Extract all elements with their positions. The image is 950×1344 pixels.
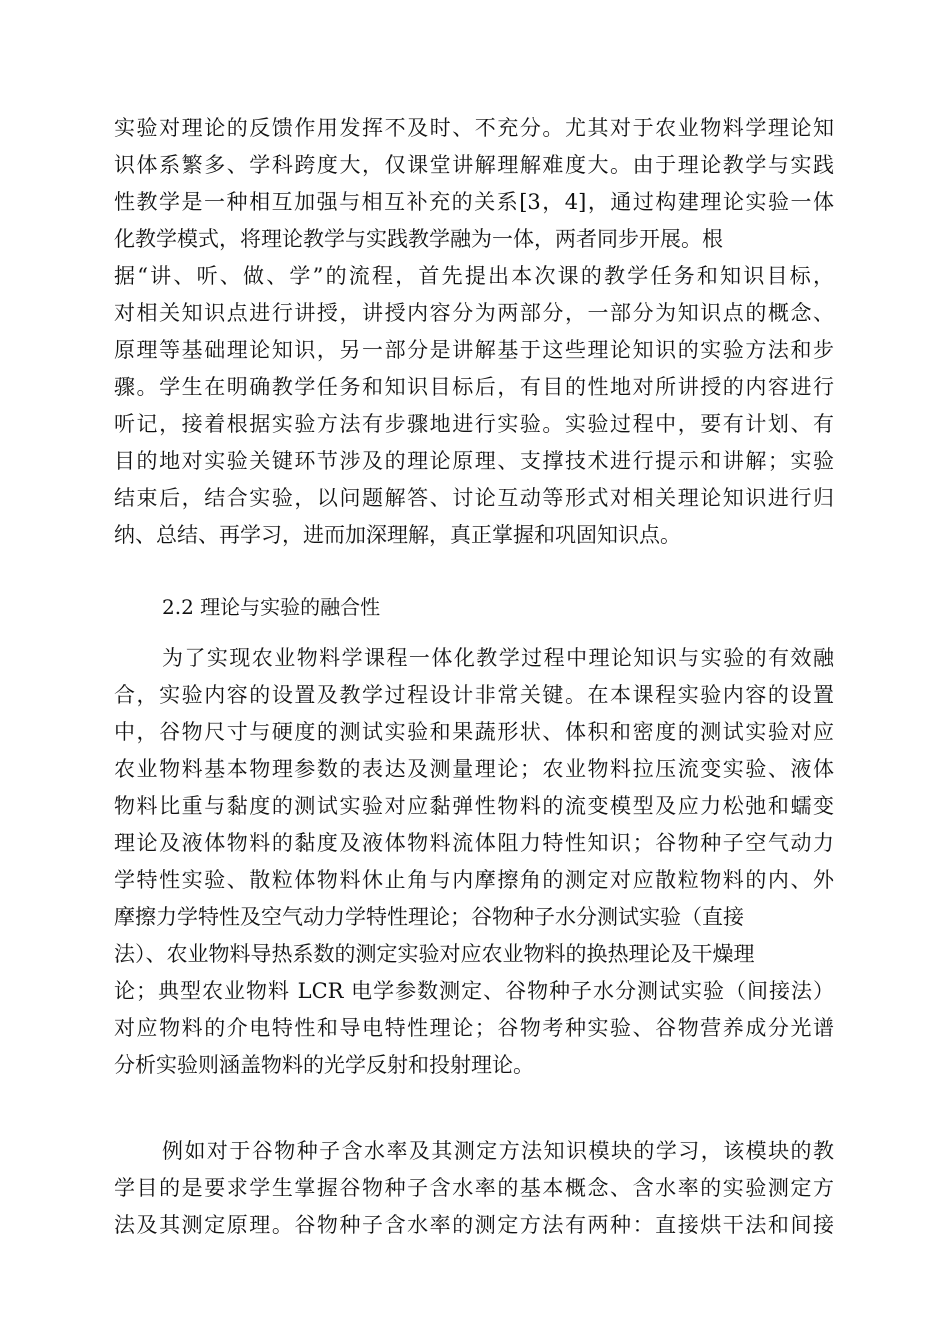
- text-line: 论；典型农业物料 LCR 电学参数测定、谷物种子水分测试实验（间接法）: [114, 979, 834, 1003]
- section-heading: 2.2 理论与实验的融合性: [162, 595, 381, 619]
- text-line: 目的地对实验关键环节涉及的理论原理、支撑技术进行提示和讲解；实验: [114, 449, 834, 473]
- text-line: 实验对理论的反馈作用发挥不及时、不充分。尤其对于农业物料学理论知: [114, 116, 834, 140]
- text-line: 对相关知识点进行讲授，讲授内容分为两部分，一部分为知识点的概念、: [114, 301, 834, 325]
- text-line: 性教学是一种相互加强与相互补充的关系[3，4]，通过构建理论实验一体: [114, 190, 834, 214]
- text-line: 据“讲、听、做、学”的流程，首先提出本次课的教学任务和知识目标，: [114, 264, 834, 288]
- text-line: 法）、农业物料导热系数的测定实验对应农业物料的换热理论及干燥理: [114, 942, 755, 966]
- text-line: 中，谷物尺寸与硬度的测试实验和果蔬形状、体积和密度的测试实验对应: [114, 720, 834, 744]
- text-line: 结束后，结合实验，以问题解答、讨论互动等形式对相关理论知识进行归: [114, 486, 834, 510]
- text-line: 摩擦力学特性及空气动力学特性理论；谷物种子水分测试实验（直接: [114, 905, 744, 929]
- paragraph-integration-mode: [114, 110, 834, 554]
- text-line: 对应物料的介电特性和导电特性理论；谷物考种实验、谷物营养成分光谱: [114, 1016, 834, 1040]
- text-line: 合，实验内容的设置及教学过程设计非常关键。在本课程实验内容的设置: [114, 683, 834, 707]
- text-line: 为了实现农业物料学课程一体化教学过程中理论知识与实验的有效融: [162, 646, 834, 670]
- text-line: 学特性实验、散粒体物料休止角与内摩擦角的测定对应散粒物料的内、外: [114, 868, 834, 892]
- text-line: 化教学模式，将理论教学与实践教学融为一体，两者同步开展。根: [114, 227, 723, 251]
- text-line: 农业物料基本物理参数的表达及测量理论；农业物料拉压流变实验、液体: [114, 757, 834, 781]
- text-line: 听记，接着根据实验方法有步骤地进行实验。实验过程中，要有计划、有: [114, 412, 834, 436]
- paragraph-moisture-example: [114, 1133, 834, 1244]
- text-line: 纳、总结、再学习，进而加深理解，真正掌握和巩固知识点。: [114, 523, 681, 547]
- text-line: 骤。学生在明确教学任务和知识目标后，有目的性地对所讲授的内容进行: [114, 375, 834, 399]
- text-line: 法及其测定原理。谷物种子含水率的测定方法有两种：直接烘干法和间接: [114, 1213, 834, 1237]
- text-line: 物料比重与黏度的测试实验对应黏弹性物料的流变模型及应力松弛和蠕变: [114, 794, 834, 818]
- text-line: 学目的是要求学生掌握谷物种子含水率的基本概念、含水率的实验测定方: [114, 1176, 834, 1200]
- text-line: 识体系繁多、学科跨度大，仅课堂讲解理解难度大。由于理论教学与实践: [114, 153, 834, 177]
- text-line: 理论及液体物料的黏度及液体物料流体阻力特性知识；谷物种子空气动力: [114, 831, 834, 855]
- paragraph-theory-experiment-fusion: [114, 640, 834, 1084]
- text-line: 分析实验则涵盖物料的光学反射和投射理论。: [114, 1053, 534, 1077]
- text-line: 例如对于谷物种子含水率及其测定方法知识模块的学习，该模块的教: [162, 1139, 834, 1163]
- text-line: 原理等基础理论知识，另一部分是讲解基于这些理论知识的实验方法和步: [114, 338, 834, 362]
